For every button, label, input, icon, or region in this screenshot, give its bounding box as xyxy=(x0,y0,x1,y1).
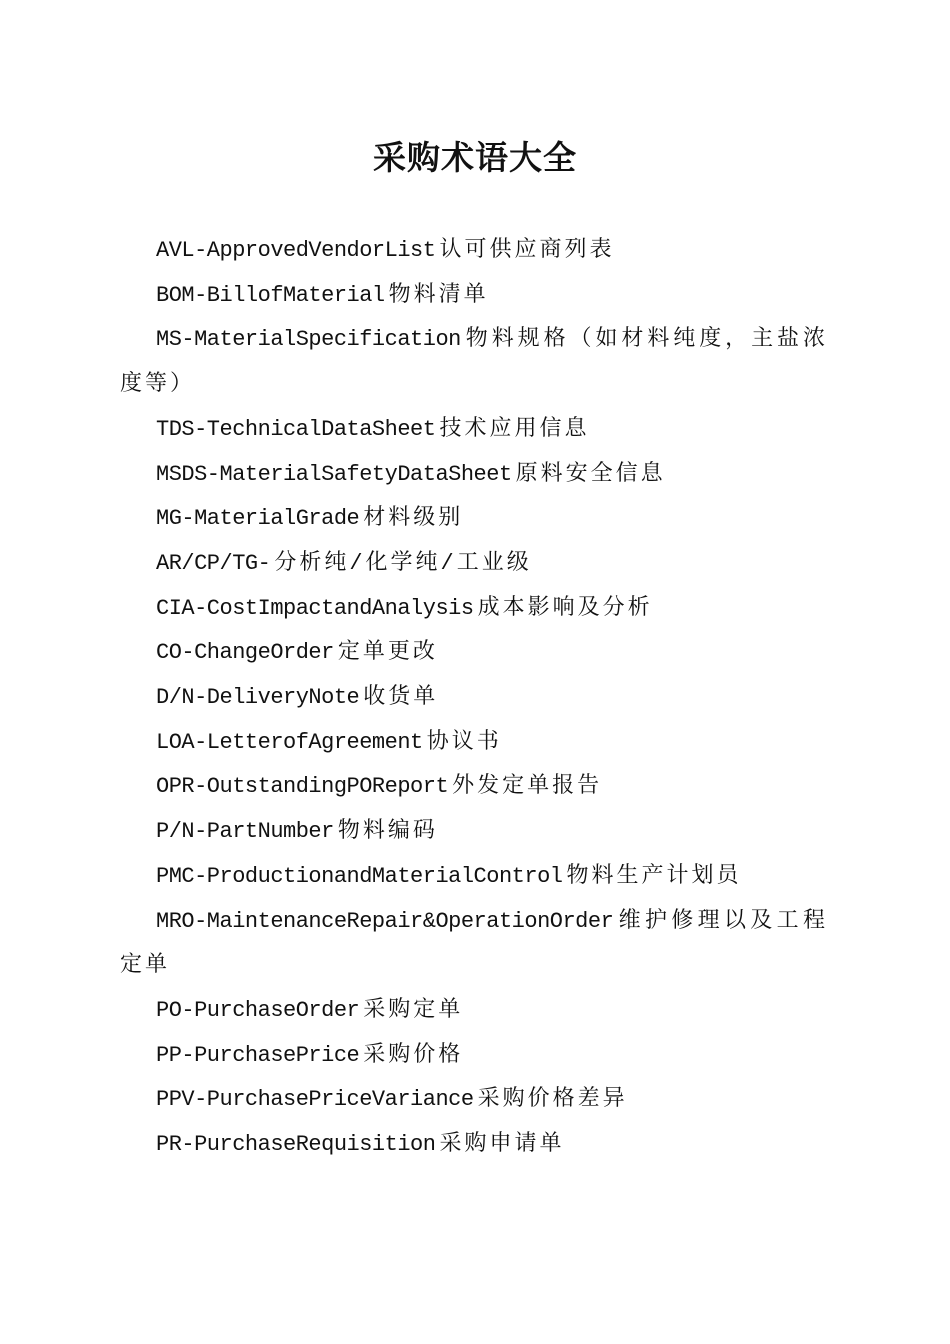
term-description: 采购申请单 xyxy=(439,1132,565,1158)
term-description: 原料安全信息 xyxy=(515,461,666,487)
term-description: 外发定单报告 xyxy=(452,774,603,800)
term-abbreviation: MG-MaterialGrade xyxy=(156,506,360,532)
term-item xyxy=(120,631,828,676)
term-abbreviation: CO-ChangeOrder xyxy=(156,640,334,666)
term-description: 采购定单 xyxy=(363,997,464,1023)
term-item xyxy=(120,1078,828,1123)
term-description: 物料清单 xyxy=(388,282,489,308)
term-abbreviation: MS-MaterialSpecification xyxy=(156,327,461,353)
term-description: 认可供应商列表 xyxy=(439,238,615,263)
term-abbreviation: MRO-MaintenanceRepair&OperationOrder xyxy=(156,908,614,934)
term-item xyxy=(120,855,828,900)
term-abbreviation: CIA-CostImpactandAnalysis xyxy=(156,595,474,621)
term-abbreviation: PP-PurchasePrice xyxy=(156,1042,360,1068)
term-abbreviation: TDS-TechnicalDataSheet xyxy=(156,416,436,442)
term-abbreviation: AR/CP/TG- xyxy=(156,550,271,576)
term-item xyxy=(120,676,828,721)
term-description: 物料生产计划员 xyxy=(566,863,742,889)
term-description: 协议书 xyxy=(426,729,502,755)
term-abbreviation: PMC-ProductionandMaterialControl xyxy=(156,863,563,889)
term-description: 物料规格（如材料纯度，主盐浓度等） xyxy=(120,327,828,398)
term-item xyxy=(120,274,828,319)
term-abbreviation: AVL-ApprovedVendorList xyxy=(156,238,436,263)
term-abbreviation: PR-PurchaseRequisition xyxy=(156,1132,436,1158)
document-title: 采购术语大全 xyxy=(373,138,577,177)
term-item xyxy=(120,1123,828,1168)
term-item xyxy=(120,318,828,407)
term-item xyxy=(120,721,828,766)
term-abbreviation: BOM-BillofMaterial xyxy=(156,282,385,308)
term-description: 技术应用信息 xyxy=(439,416,590,442)
term-item xyxy=(120,587,828,632)
term-item xyxy=(120,453,828,498)
term-abbreviation: OPR-OutstandingPOReport xyxy=(156,774,449,800)
term-description: 分析纯/化学纯/工业级 xyxy=(274,550,532,576)
term-description: 维护修理以及工程定单 xyxy=(120,908,828,979)
term-abbreviation: LOA-LetterofAgreement xyxy=(156,729,423,755)
term-item xyxy=(120,497,828,542)
term-description: 采购价格差异 xyxy=(477,1087,628,1113)
term-description: 收货单 xyxy=(363,685,439,711)
term-item xyxy=(120,229,828,274)
term-abbreviation: PPV-PurchasePriceVariance xyxy=(156,1087,474,1113)
term-abbreviation: D/N-DeliveryNote xyxy=(156,685,360,711)
terms-list xyxy=(120,229,828,1168)
term-item xyxy=(120,900,828,989)
term-description: 材料级别 xyxy=(363,506,464,532)
term-description: 采购价格 xyxy=(363,1042,464,1068)
term-description: 物料编码 xyxy=(337,819,438,845)
term-description: 定单更改 xyxy=(337,640,438,666)
term-abbreviation: P/N-PartNumber xyxy=(156,819,334,845)
term-description: 成本影响及分析 xyxy=(477,595,653,621)
term-abbreviation: PO-PurchaseOrder xyxy=(156,997,360,1023)
term-item xyxy=(120,765,828,810)
term-abbreviation: MSDS-MaterialSafetyDataSheet xyxy=(156,461,512,487)
term-item xyxy=(120,1034,828,1079)
term-item xyxy=(120,408,828,453)
term-item xyxy=(120,542,828,587)
term-item xyxy=(120,810,828,855)
term-item xyxy=(120,989,828,1034)
